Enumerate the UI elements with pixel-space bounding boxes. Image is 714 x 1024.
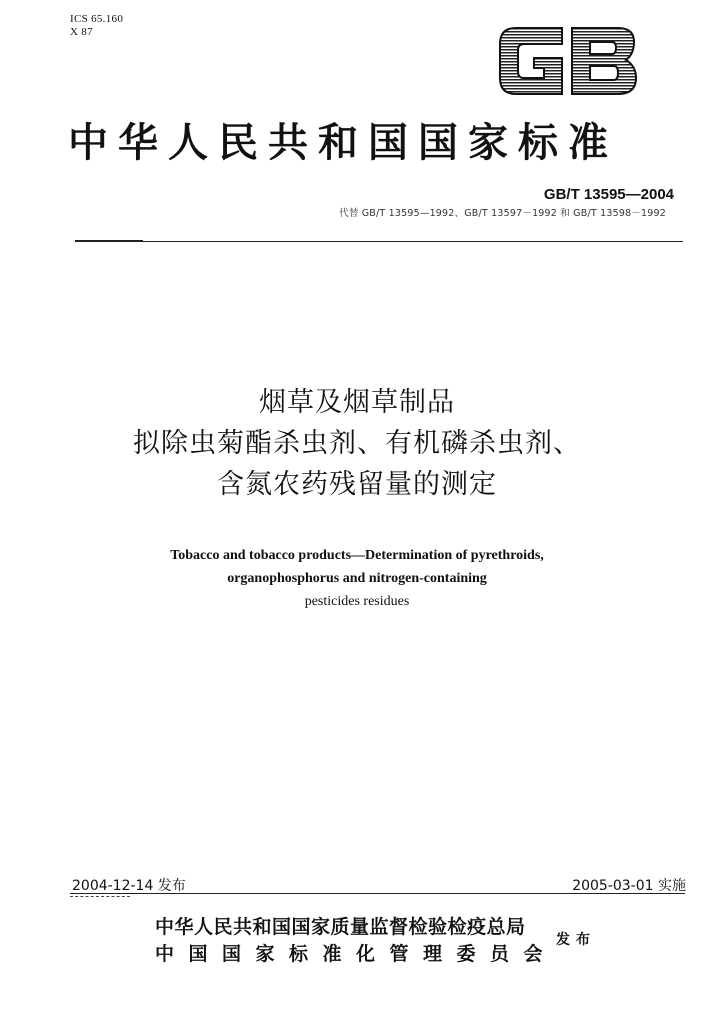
footer-divider bbox=[70, 893, 685, 894]
implementation-date: 2005-03-01 实施 bbox=[572, 878, 686, 894]
standard-number: GB/T 13595—2004 bbox=[543, 186, 674, 203]
gb-logo bbox=[494, 22, 642, 100]
issue-date: 2004-12-14 发布 bbox=[72, 878, 186, 894]
header-divider bbox=[75, 241, 683, 242]
replaces-note: 代替 GB/T 13595—1992、GB/T 13597－1992 和 GB/T 13598－1992 bbox=[339, 208, 666, 219]
national-standard-title: 中华人民共和国国家标准 bbox=[68, 120, 618, 166]
classification-code: X 87 bbox=[70, 26, 93, 38]
footer-divider-accent bbox=[70, 896, 130, 897]
header-divider-accent bbox=[75, 240, 143, 242]
issuer-line-2: 中国国家标准化管理委员会 bbox=[155, 943, 558, 965]
issuer-line-1: 中华人民共和国国家质量监督检验检疫总局 bbox=[155, 916, 526, 938]
ics-code: ICS 65.160 bbox=[70, 13, 124, 25]
classification-codes bbox=[70, 13, 123, 39]
chinese-title-line-2: 拟除虫菊酯杀虫剂、有机磷杀虫剂、 bbox=[133, 428, 581, 459]
english-title-line-1: Tobacco and tobacco products—Determination of pyrethroids, bbox=[170, 548, 544, 563]
english-title-line-3: pesticides residues bbox=[304, 594, 410, 609]
chinese-title-line-3: 含氮农药残留量的测定 bbox=[217, 469, 497, 500]
chinese-title-line-1: 烟草及烟草制品 bbox=[259, 387, 455, 418]
english-title-line-2: organophosphorus and nitrogen-containing bbox=[227, 571, 487, 586]
publish-label: 发布 bbox=[556, 932, 596, 948]
